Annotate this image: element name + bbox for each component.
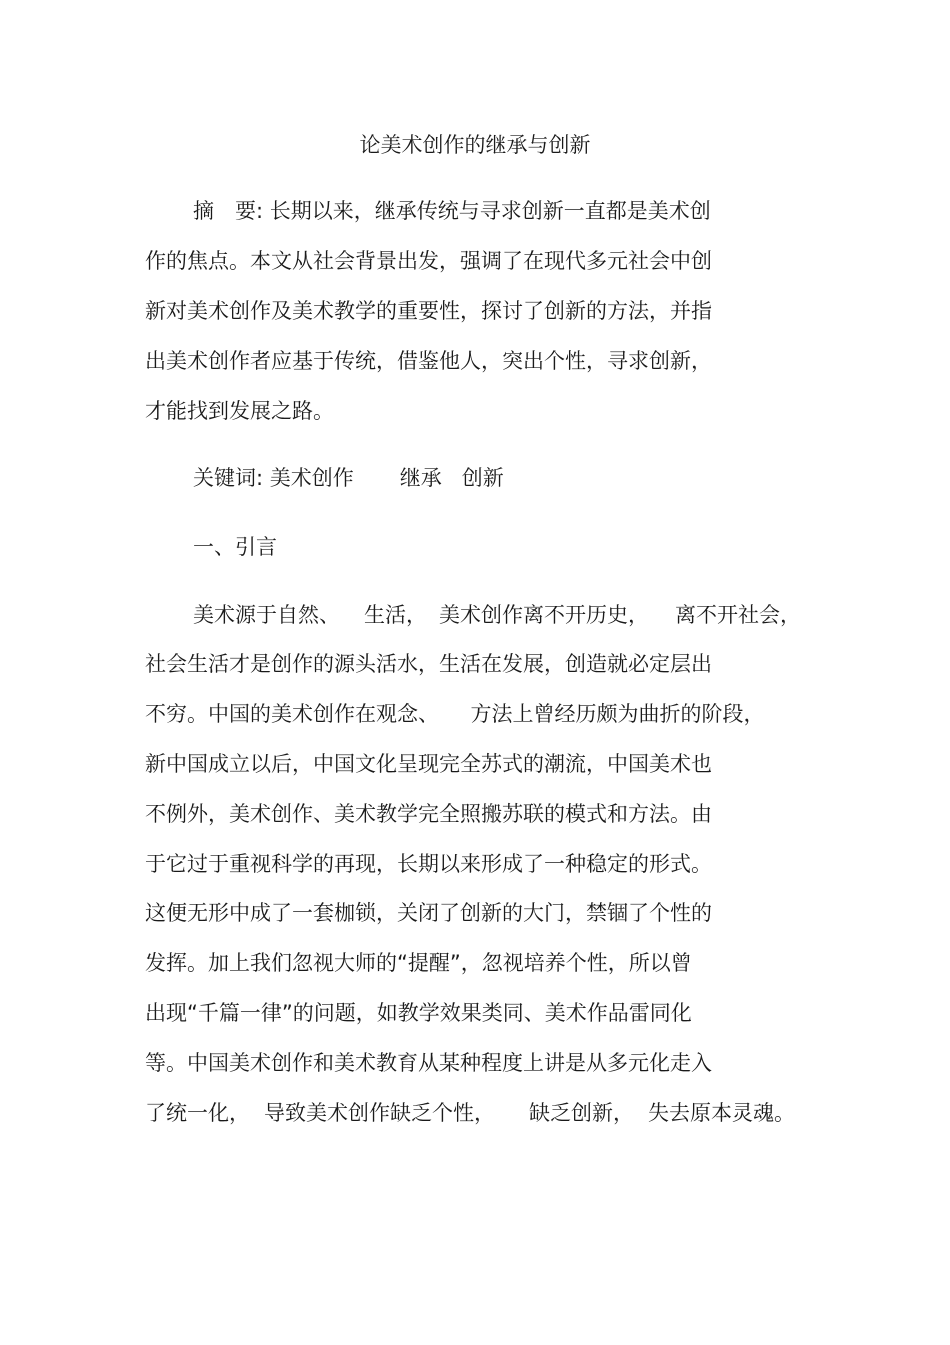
body-text-segment: 离不开社会， xyxy=(675,603,801,627)
abstract-line-2: 作的焦点。本文从社会背景出发，强调了在现代多元社会中创 xyxy=(145,249,712,273)
body-text-segment: 导致美术创作缺乏个性， xyxy=(264,1101,495,1125)
abstract-line-4: 出美术创作者应基于传统，借鉴他人，突出个性，寻求创新， xyxy=(145,349,712,373)
section-heading: 一、引言 xyxy=(193,535,277,559)
keyword-item: 创新 xyxy=(461,466,504,490)
body-line-3: 不穷。中国的美术创作在观念、 方法上曾经历颇为曲折的阶段， xyxy=(145,702,765,726)
body-text-segment: 生活， xyxy=(364,603,427,627)
body-line-11 xyxy=(145,1099,795,1127)
body-text-segment: 美术源于自然、 xyxy=(193,603,340,627)
body-line-1 xyxy=(193,601,801,629)
keyword-item: 美术创作 xyxy=(269,466,354,490)
keywords-line xyxy=(193,464,504,492)
body-text-segment: 了统一化， xyxy=(145,1101,250,1125)
abstract-text: 长期以来，继承传统与寻求创新一直都是美术创 xyxy=(269,199,711,223)
body-line-9: 出现“千篇一律”的问题，如教学效果类同、美术作品雷同化 xyxy=(145,1001,692,1025)
body-line-2: 社会生活才是创作的源头活水，生活在发展，创造就必定层出 xyxy=(145,652,712,676)
abstract-line-1 xyxy=(193,197,711,225)
abstract-line-5: 才能找到发展之路。 xyxy=(145,399,334,423)
body-text-segment: 缺乏创新， xyxy=(529,1101,634,1125)
body-line-5: 不例外，美术创作、美术教学完全照搬苏联的模式和方法。由 xyxy=(145,802,712,826)
document-title: 论美术创作的继承与创新 xyxy=(359,133,591,157)
abstract-line-3: 新对美术创作及美术教学的重要性，探讨了创新的方法，并指 xyxy=(145,299,712,323)
body-line-6: 于它过于重视科学的再现，长期以来形成了一种稳定的形式。 xyxy=(145,852,712,876)
keyword-item: 继承 xyxy=(399,466,442,490)
body-text-segment: 失去原本灵魂。 xyxy=(648,1101,795,1125)
body-line-8: 发挥。加上我们忽视大师的“提醒”，忽视培养个性，所以曾 xyxy=(145,951,692,975)
abstract-label: 摘 要: xyxy=(193,199,264,223)
body-line-4: 新中国成立以后，中国文化呈现完全苏式的潮流，中国美术也 xyxy=(145,752,712,776)
body-text-segment: 美术创作离不开历史， xyxy=(439,603,649,627)
body-line-10: 等。中国美术创作和美术教育从某种程度上讲是从多元化走入 xyxy=(145,1051,712,1075)
body-line-7: 这便无形中成了一套枷锁，关闭了创新的大门，禁锢了个性的 xyxy=(145,901,712,925)
keywords-label: 关键词: xyxy=(193,466,264,490)
